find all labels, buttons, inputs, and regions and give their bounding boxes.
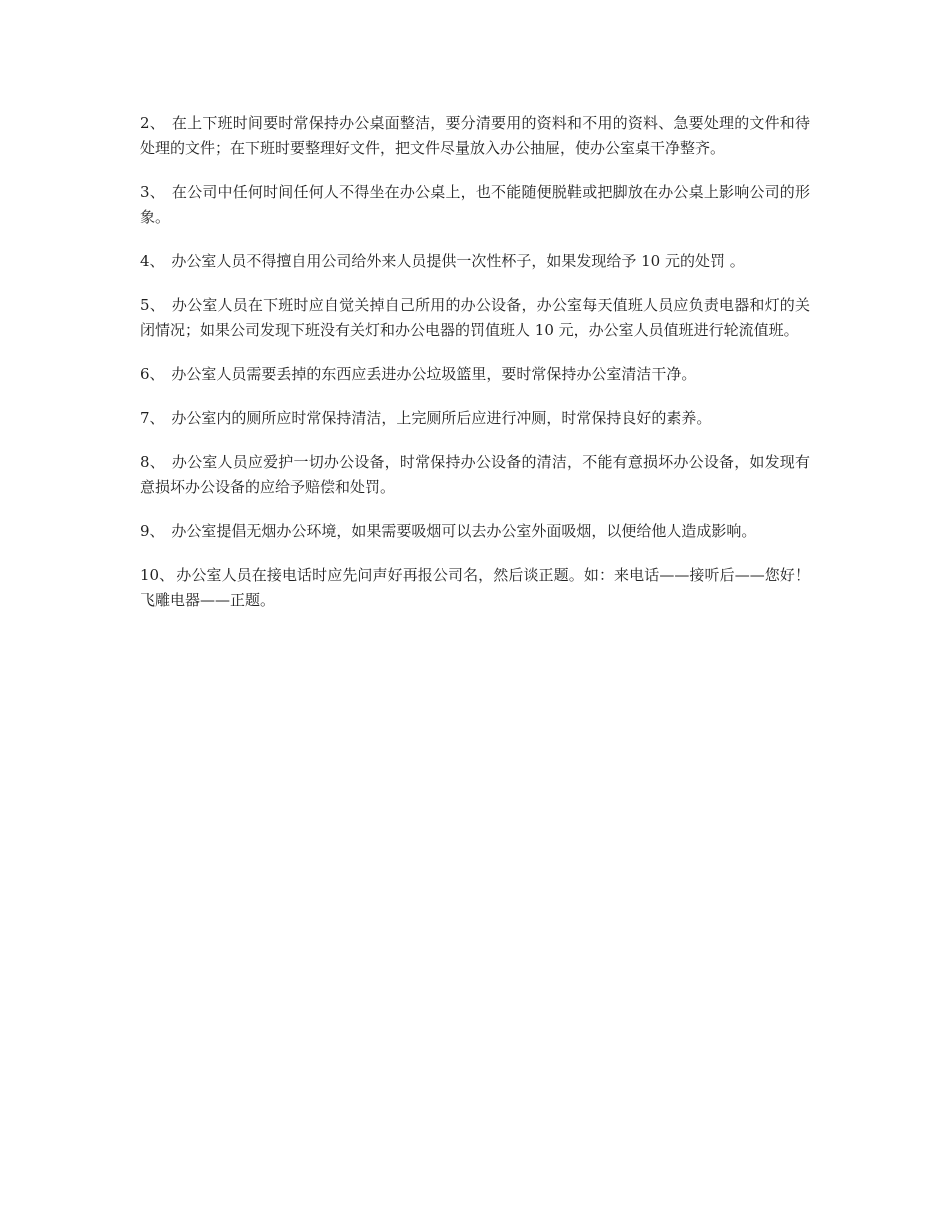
- rule-item-4: [140, 249, 810, 274]
- rule-item-3: [140, 180, 810, 230]
- rule-item-2: [140, 111, 810, 161]
- item-number: 7、: [140, 409, 165, 427]
- item-text: 办公室人员在下班时应自觉关掉自己所用的办公设备，办公室每天值班人员应负责电器和灯的关闭情况；如果公司发现下班没有关灯和办公电器的罚值班人 10 元，办公室人员值班进行轮流值班。: [140, 296, 811, 339]
- item-text: 办公室人员应爱护一切办公设备，时常保持办公设备的清洁，不能有意损坏办公设备，如发现有意损坏办公设备的应给予赔偿和处罚。: [140, 453, 811, 496]
- item-text: 在公司中任何时间任何人不得坐在办公桌上，也不能随便脱鞋或把脚放在办公桌上影响公司的形象。: [140, 183, 811, 226]
- item-number: 10、: [140, 566, 175, 584]
- item-number: 2、: [140, 114, 165, 132]
- item-text: 办公室人员不得擅自用公司给外来人员提供一次性杯子，如果发现给予 10 元的处罚 。: [166, 252, 745, 270]
- item-number: 4、: [140, 252, 165, 270]
- rule-item-5: [140, 293, 810, 343]
- item-number: 3、: [140, 183, 165, 201]
- rule-item-8: [140, 450, 810, 500]
- item-number: 8、: [140, 453, 165, 471]
- item-text: 在上下班时间要时常保持办公桌面整洁，要分清要用的资料和不用的资料、急要处理的文件和待处理的文件；在下班时要整理好文件，把文件尽量放入办公抽屉，使办公室桌干净整齐。: [140, 114, 811, 157]
- item-text: 办公室人员需要丢掉的东西应丢进办公垃圾篮里，要时常保持办公室清洁干净。: [166, 365, 697, 383]
- rule-item-9: [140, 519, 810, 544]
- item-text: 办公室提倡无烟办公环境，如果需要吸烟可以去办公室外面吸烟，以便给他人造成影响。: [166, 522, 757, 540]
- document-page: [140, 111, 810, 632]
- rule-item-6: [140, 362, 810, 387]
- item-number: 6、: [140, 365, 165, 383]
- item-text: 办公室内的厕所应时常保持清洁，上完厕所后应进行冲厕，时常保持良好的素养。: [166, 409, 712, 427]
- item-number: 5、: [140, 296, 165, 314]
- item-text: 办公室人员在接电话时应先问声好再报公司名，然后谈正题。如：来电话——接听后——您好！飞雕电器——正题。: [140, 566, 810, 609]
- rule-item-7: [140, 406, 810, 431]
- item-number: 9、: [140, 522, 165, 540]
- rule-item-10: [140, 563, 810, 613]
